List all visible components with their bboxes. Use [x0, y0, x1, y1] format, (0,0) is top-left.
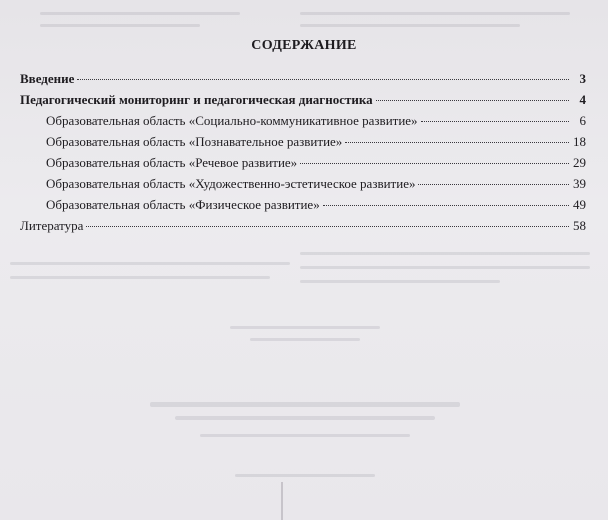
toc-entry-page: 3 [579, 71, 586, 86]
dot-leader [345, 142, 569, 143]
toc-entry-label: Литература [20, 218, 84, 233]
dot-leader [376, 100, 569, 101]
bleed-through-line [230, 326, 380, 329]
dot-leader [300, 163, 569, 164]
toc-entry-label: Образовательная область «Речевое развитие» [46, 155, 298, 170]
toc-entry-page: 4 [579, 92, 586, 107]
dot-leader [86, 226, 569, 227]
toc-entry-monitoring [20, 89, 586, 110]
bleed-through-line [40, 24, 200, 27]
bleed-through-line [250, 338, 360, 341]
dot-leader [421, 121, 569, 122]
toc-entry-speech [20, 152, 586, 173]
bleed-through-line [235, 474, 375, 477]
bleed-through-line [300, 266, 590, 269]
toc-entry-label: Образовательная область «Познавательное развитие» [46, 134, 343, 149]
bleed-through-line [200, 434, 410, 437]
bleed-through-line [300, 280, 500, 283]
dot-leader [77, 79, 569, 80]
toc-entry-page: 58 [573, 218, 586, 233]
toc-entry-page: 49 [573, 197, 586, 212]
bleed-through-rule [281, 482, 283, 520]
toc-entry-label: Образовательная область «Физическое развитие» [46, 197, 320, 212]
dot-leader [323, 205, 569, 206]
toc-entry-literature [20, 215, 586, 236]
bleed-through-line [40, 12, 240, 15]
toc-entry-page: 29 [573, 155, 586, 170]
page-title: СОДЕРЖАНИЕ [251, 38, 357, 53]
toc-entry-label: Образовательная область «Социально-коммуникативное развитие» [46, 113, 418, 128]
toc-entry-label: Введение [20, 71, 75, 86]
bleed-through-line [10, 262, 290, 265]
toc-entry-cognitive [20, 131, 586, 152]
toc-entry-page: 39 [573, 176, 586, 191]
toc-entry-page: 6 [579, 113, 586, 128]
toc-entry-page: 18 [573, 134, 586, 149]
dot-leader [418, 184, 569, 185]
toc-entry-social-communicative [20, 110, 586, 131]
table-of-contents [20, 68, 586, 236]
bleed-through-line [175, 416, 435, 420]
toc-entry-label: Образовательная область «Художественно-эстетическое развитие» [46, 176, 416, 191]
toc-entry-artistic-aesthetic [20, 173, 586, 194]
toc-entry-physical [20, 194, 586, 215]
bleed-through-line [300, 24, 520, 27]
bleed-through-line [150, 402, 460, 407]
bleed-through-line [300, 252, 590, 255]
bleed-through-line [10, 276, 270, 279]
toc-entry-introduction [20, 68, 586, 89]
bleed-through-line [300, 12, 570, 15]
toc-entry-label: Педагогический мониторинг и педагогическая диагностика [20, 92, 373, 107]
